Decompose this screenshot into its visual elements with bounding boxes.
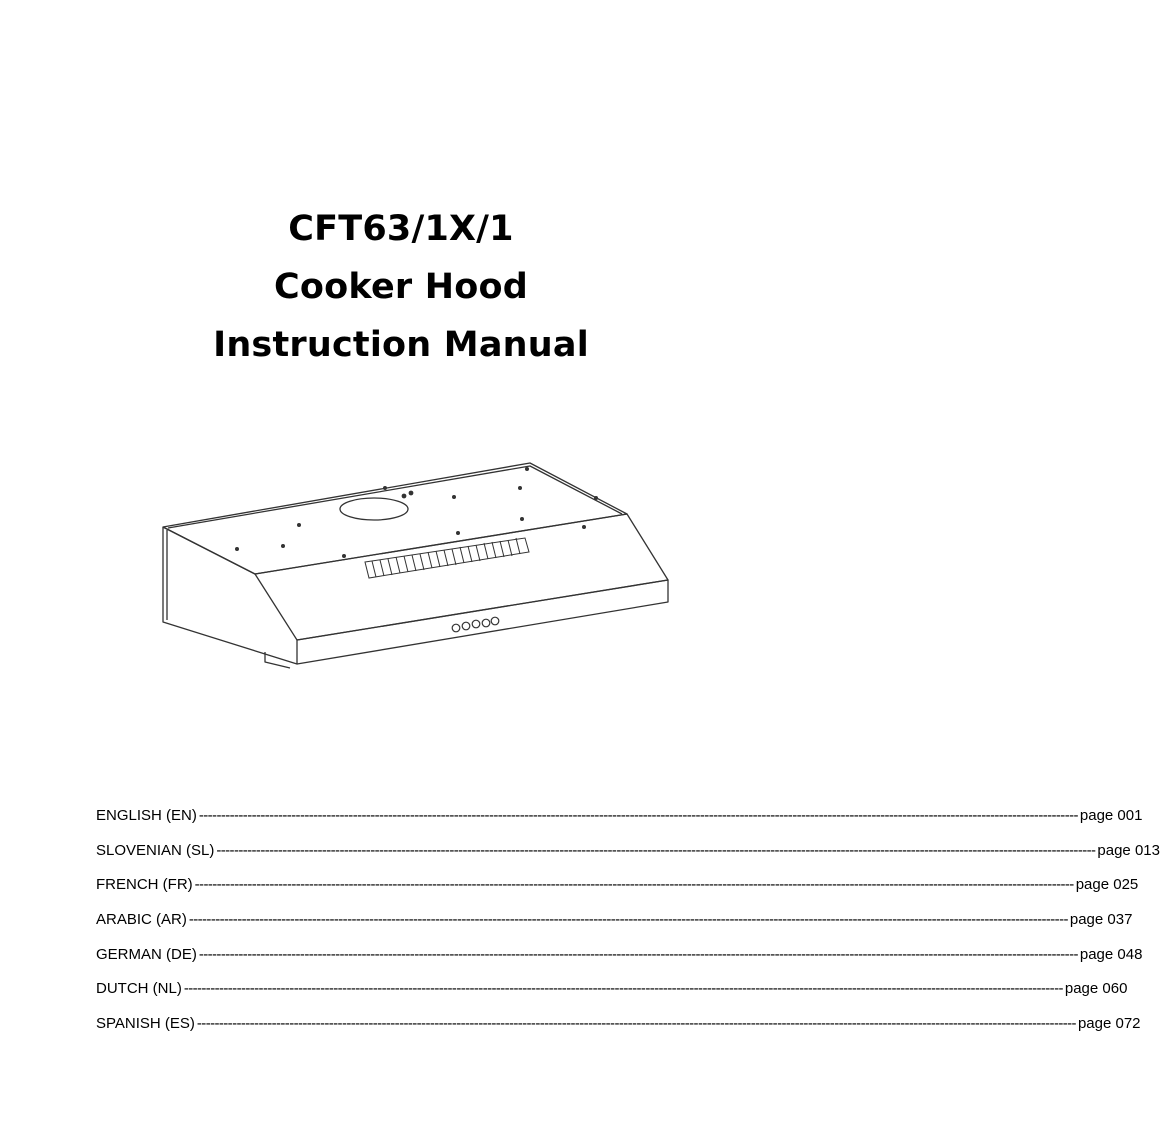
toc-page: page 072 <box>1077 1015 1141 1033</box>
vent-grille <box>365 538 529 578</box>
toc-leader: -------------------------------------------------------------------------------------------------------------------------------------------------------------------------------------------------------- <box>183 980 1063 998</box>
language-index <box>96 804 1160 1047</box>
toc-row-fr <box>96 873 1139 908</box>
toc-language: SPANISH (ES) <box>96 1015 195 1033</box>
toc-leader: -------------------------------------------------------------------------------------------------------------------------------------------------------------------------------------------------------- <box>196 1015 1076 1033</box>
toc-row-de <box>96 943 1143 978</box>
screw-holes <box>235 467 598 558</box>
toc-leader: -------------------------------------------------------------------------------------------------------------------------------------------------------------------------------------------------------- <box>188 911 1068 929</box>
exhaust-opening <box>340 498 408 520</box>
toc-row-en <box>96 804 1143 839</box>
toc-row-sl <box>96 839 1160 874</box>
toc-leader: -------------------------------------------------------------------------------------------------------------------------------------------------------------------------------------------------------- <box>194 876 1074 894</box>
toc-language: DUTCH (NL) <box>96 980 182 998</box>
toc-row-nl <box>96 977 1128 1012</box>
toc-page: page 060 <box>1064 980 1128 998</box>
hood-left-side <box>163 527 297 664</box>
toc-page: page 037 <box>1069 911 1133 929</box>
toc-language: ENGLISH (EN) <box>96 807 197 824</box>
toc-leader: -------------------------------------------------------------------------------------------------------------------------------------------------------------------------------------------------------- <box>198 807 1078 824</box>
toc-language: ARABIC (AR) <box>96 911 187 929</box>
cooker-hood-drawing <box>150 450 680 680</box>
toc-language: FRENCH (FR) <box>96 876 193 894</box>
toc-page: page 048 <box>1079 945 1143 963</box>
toc-leader: -------------------------------------------------------------------------------------------------------------------------------------------------------------------------------------------------------- <box>216 841 1096 859</box>
toc-leader: -------------------------------------------------------------------------------------------------------------------------------------------------------------------------------------------------------- <box>198 945 1078 963</box>
toc-page: page 025 <box>1075 876 1139 894</box>
toc-row-ar <box>96 908 1133 943</box>
toc-language: GERMAN (DE) <box>96 945 197 963</box>
product-name: Cooker Hood <box>274 267 528 307</box>
toc-page: page 013 <box>1097 841 1160 859</box>
title-block <box>0 200 802 374</box>
toc-language: SLOVENIAN (SL) <box>96 841 215 859</box>
toc-page: page 001 <box>1079 807 1143 824</box>
toc-row-es <box>96 1012 1141 1047</box>
manual-title: Instruction Manual <box>213 325 589 365</box>
control-knobs <box>452 617 499 632</box>
model-number: CFT63/1X/1 <box>288 209 514 249</box>
hood-front-panel <box>255 514 668 640</box>
